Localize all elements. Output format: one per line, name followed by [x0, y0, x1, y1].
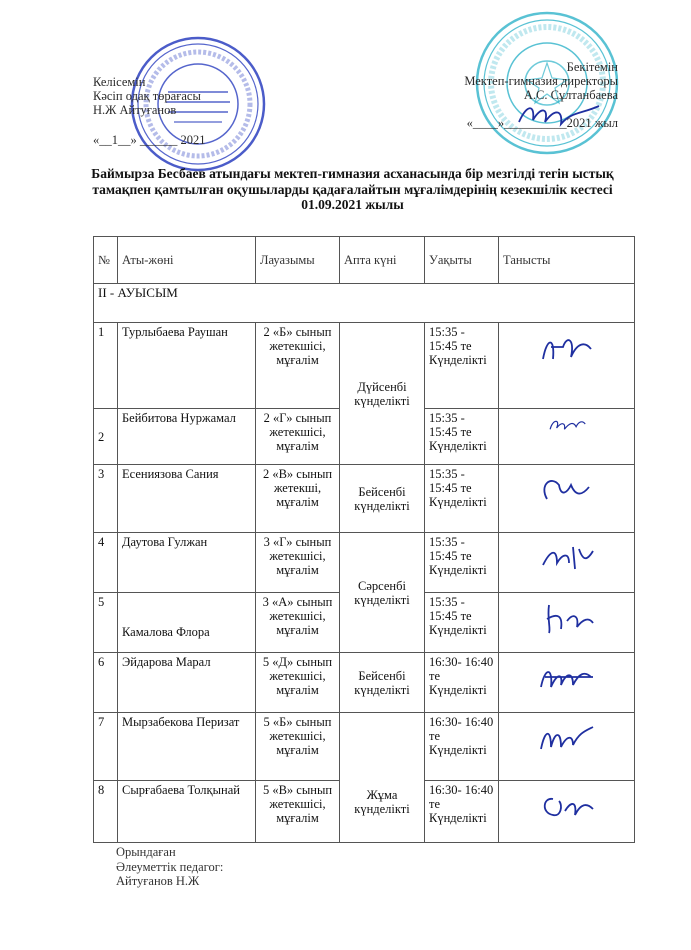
row-day-monday: Дүйсенбі күнделікті — [340, 323, 425, 465]
row-signature — [499, 533, 635, 593]
director-signature — [515, 94, 605, 134]
row-day-thursday: Бейсенбі күнделікті — [340, 465, 425, 533]
row-day-thursday-b: Бейсенбі күнделікті — [340, 653, 425, 713]
col-header-day: Апта күні — [340, 237, 425, 284]
col-header-signature: Танысты — [499, 237, 635, 284]
row-name: Сырғабаева Толқынай — [118, 781, 256, 843]
title-line-1: Баймырза Бесбаев атындағы мектеп-гимназия асханасында бір мезгілді тегін ыстық — [91, 166, 614, 181]
row-signature — [499, 323, 635, 409]
table-header-row — [94, 237, 635, 284]
row-name: Есениязова Сания — [118, 465, 256, 533]
row-position: 3 «А» сынып жетекшісі, мұғалім — [256, 593, 340, 653]
row-name: Даутова Гулжан — [118, 533, 256, 593]
row-name: Камалова Флора — [118, 593, 256, 653]
row-time: 15:35 - 15:45 те Күнделікті — [425, 323, 499, 409]
row-position: 5 «Б» сынып жетекшісі, мұғалім — [256, 713, 340, 781]
signature-mark — [537, 539, 597, 579]
shift-label: II - АУЫСЫМ — [94, 284, 635, 323]
row-signature — [499, 409, 635, 465]
signature-mark — [537, 719, 597, 759]
row-num: 4 — [94, 533, 118, 593]
col-header-name: Аты-жөні — [118, 237, 256, 284]
row-signature — [499, 653, 635, 713]
signature-mark — [537, 471, 597, 511]
row-time: 16:30- 16:40 те Күнделікті — [425, 653, 499, 713]
row-num: 8 — [94, 781, 118, 843]
row-signature — [499, 713, 635, 781]
row-time: 15:35 - 15:45 те Күнделікті — [425, 465, 499, 533]
table-row — [94, 323, 635, 409]
row-signature — [499, 593, 635, 653]
row-name: Мырзабекова Перизат — [118, 713, 256, 781]
row-num: 3 — [94, 465, 118, 533]
row-num: 6 — [94, 653, 118, 713]
agree-label: Келісемін — [93, 75, 146, 89]
social-pedagogue-label: Әлеуметтік педагог: — [116, 859, 224, 874]
row-num: 2 — [94, 409, 118, 465]
union-chair-name: Н.Ж Айтуғанов — [93, 103, 177, 117]
row-position: 2 «В» сынып жетекші, мұғалім — [256, 465, 340, 533]
col-header-position: Лауазымы — [256, 237, 340, 284]
row-num: 1 — [94, 323, 118, 409]
table-row — [94, 465, 635, 533]
table-row — [94, 533, 635, 593]
social-pedagogue-name: Айтуғанов Н.Ж — [116, 874, 200, 888]
col-header-num: № — [94, 237, 118, 284]
director-label: Мектеп-гимназия директоры — [464, 74, 618, 88]
approval-left-date: «__1__» ______ 2021 — [93, 133, 206, 147]
row-name: Эйдарова Марал — [118, 653, 256, 713]
row-day-friday: Жұма күнделікті — [340, 713, 425, 843]
row-time: 15:35 - 15:45 те Күнделікті — [425, 533, 499, 593]
row-time: 16:30- 16:40 те Күнделікті — [425, 713, 499, 781]
shift-row — [94, 284, 635, 323]
duty-schedule-table — [93, 236, 635, 843]
signature-mark — [537, 659, 597, 699]
row-signature — [499, 781, 635, 843]
row-num: 5 — [94, 593, 118, 653]
title-line-3: 01.09.2021 жылы — [301, 197, 404, 212]
row-position: 5 «Д» сынып жетекшісі, мұғалім — [256, 653, 340, 713]
signature-mark — [537, 787, 597, 827]
table-row — [94, 713, 635, 781]
row-time: 15:35 - 15:45 те Күнделікті — [425, 409, 499, 465]
signature-mark — [537, 415, 597, 441]
signature-mark — [537, 329, 597, 369]
col-header-time: Уақыты — [425, 237, 499, 284]
row-name: Бейбитова Нуржамал — [118, 409, 256, 465]
row-num: 7 — [94, 713, 118, 781]
row-position: 5 «В» сынып жетекшісі, мұғалім — [256, 781, 340, 843]
row-position: 2 «Г» сынып жетекшісі, мұғалім — [256, 409, 340, 465]
prepared-label: Орындаған — [116, 845, 176, 859]
row-position: 2 «Б» сынып жетекшісі, мұғалім — [256, 323, 340, 409]
row-signature — [499, 465, 635, 533]
approval-left — [93, 75, 206, 147]
union-chair-label: Кәсіп одақ төрағасы — [93, 89, 201, 103]
row-position: 3 «Г» сынып жетекшісі, мұғалім — [256, 533, 340, 593]
director-name: А.С. Сұлтанбаева — [523, 88, 618, 102]
row-time: 15:35 - 15:45 те Күнделікті — [425, 593, 499, 653]
row-day-wednesday: Сәрсенбі күнделікті — [340, 533, 425, 653]
row-time: 16:30- 16:40 те Күнделікті — [425, 781, 499, 843]
approve-label: Бекітемін — [566, 60, 618, 74]
approval-right-date: «____»__________2021 жыл — [466, 116, 618, 130]
row-name: Турлыбаева Раушан — [118, 323, 256, 409]
document-title — [70, 166, 635, 213]
table-row — [94, 653, 635, 713]
title-line-2: тамақпен қамтылған оқушыларды қадағалайтын мұғалімдерінің кезекшілік кестесі — [92, 181, 613, 197]
signature-mark — [537, 599, 597, 639]
prepared-by — [116, 845, 223, 889]
